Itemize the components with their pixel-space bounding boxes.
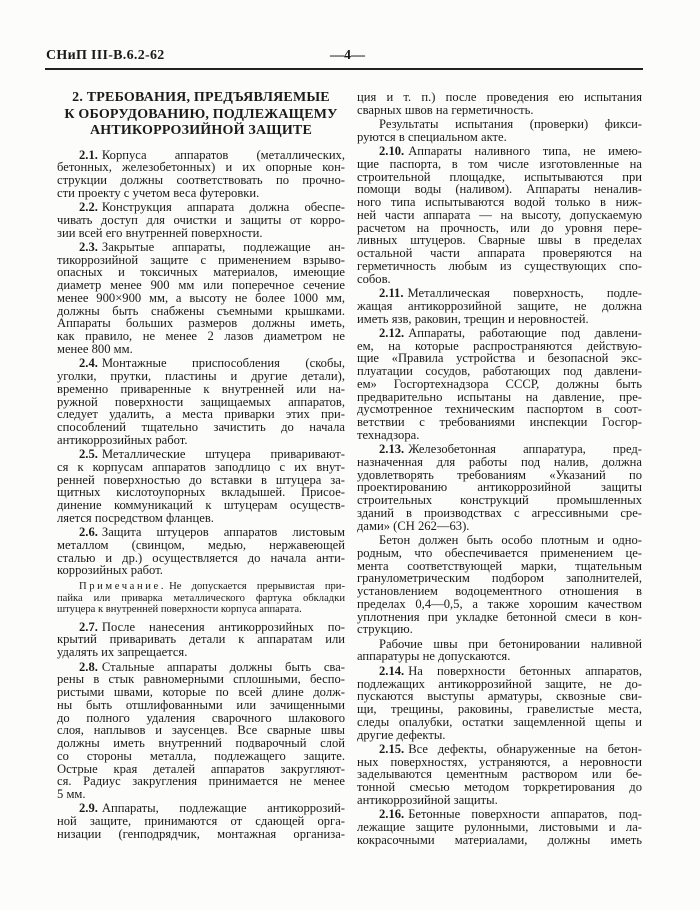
line-text: должны иметь внутренний подварочный слой: [57, 736, 345, 751]
line-text: ружной поверхности защищаемых аппаратов,: [57, 394, 345, 409]
clause-number: 2.13.: [379, 442, 405, 457]
text-line: [57, 828, 345, 841]
text-line: [357, 260, 642, 273]
heading-line: К ОБОРУДОВАНИЮ, ПОДЛЕЖАЩЕМУ: [64, 106, 338, 122]
paragraph: [357, 118, 642, 144]
clause-number: 2.1.: [79, 147, 98, 162]
text-line: [357, 650, 642, 663]
line-text: пускаются выступы арматуры, сквозные сви-: [357, 689, 642, 704]
line-text: плуатации сосудов, работающих под давлени-: [357, 364, 642, 379]
line-text: диаметр менее 900 мм или поперечное сечение: [57, 278, 345, 293]
line-text: Монтажные приспособления (скобы,: [101, 356, 345, 371]
line-text: низации (генподрядчик, монтажная организа-: [57, 826, 345, 841]
line-text: технадзора.: [357, 427, 420, 442]
clause-number: 2.3.: [79, 239, 98, 254]
text-line: [57, 434, 345, 447]
line-text: менее 900×900 мм, а высоту не более 1000 мм,: [57, 290, 345, 305]
right-paragraphs: [357, 91, 642, 846]
line-text: струкцию.: [357, 622, 413, 637]
line-text: остальной части аппарата проверяются на: [357, 246, 642, 261]
line-text: Рабочие швы при бетонировании наливной: [379, 636, 642, 651]
clause-number: 2.16.: [379, 807, 405, 822]
text-line: [57, 788, 345, 801]
line-text: ем» Госгортехнадзора СССР, должны быть: [357, 376, 642, 391]
line-text: иметь язв, раковин, трещин и неровностей.: [357, 311, 589, 326]
line-text: ных поверхностях, устраняются, а неровности: [357, 754, 642, 769]
line-text: заделываются цементным раствором или бе-: [357, 767, 642, 782]
line-text: герметичность любым из существующих спо-: [357, 258, 642, 273]
line-text: как правило, не менее 2 лазов диаметром не: [57, 329, 345, 344]
note: [57, 581, 345, 616]
clause-number: 2.2.: [79, 200, 98, 215]
line-text: зии всей его внутренней поверхности.: [57, 225, 263, 240]
line-text: ем, на которые распространяются действую-: [357, 338, 642, 353]
line-text: строительной площадке, испытываются при: [357, 169, 642, 184]
clause-number: 2.11.: [379, 286, 404, 301]
line-text: уголки, прутки, пластины и другие детали),: [57, 369, 345, 384]
line-text: следует удалить, а места приварки этих при-: [57, 407, 345, 422]
line-text: рены в стык равномерными сплошными, беспо-: [57, 672, 345, 687]
text-line: [357, 794, 642, 807]
left-column: [57, 90, 345, 842]
line-text: Все дефекты, обнаруженные на бетон-: [408, 741, 642, 756]
line-text: аппаратуры не допускаются.: [357, 649, 511, 664]
line-text: удалять их запрещается.: [57, 645, 188, 660]
line-text: гранулометрическим подбором заполнителей,: [357, 571, 642, 586]
line-text: временно приваренные к внутренней или на-: [57, 381, 345, 396]
paragraph: [357, 665, 642, 742]
clause-number: 2.7.: [79, 619, 98, 634]
clause-number: 2.12.: [379, 325, 405, 340]
line-text: Конструкция аппарата должна обеспе-: [101, 200, 345, 215]
line-text: бетонных, железобетонных) и их опорные кон-: [57, 160, 345, 175]
line-text: способлений тщательно зачистить до начала: [57, 420, 345, 435]
line-text: родным, что обеспечивается применением це-: [357, 545, 642, 560]
paragraph: [57, 241, 345, 356]
line-text: менее 800 мм.: [57, 341, 133, 356]
line-text: Металлические штуцера приваривают-: [101, 447, 345, 462]
text-line: [57, 775, 345, 788]
line-text: динение коммуникаций к штуцерам осуществ-: [57, 498, 345, 513]
line-text: опасных и токсичных материалов, имеющие: [57, 265, 345, 280]
line-text: ливных штуцеров. Сварные швы в пределах: [357, 233, 642, 248]
line-text: Бетонные поверхности аппаратов, под-: [408, 807, 642, 822]
line-text: до полного удаления сварочного шлакового: [57, 710, 345, 725]
line-text: собов.: [357, 271, 391, 286]
clause-number: 2.4.: [79, 356, 98, 371]
line-text: со стороны металла, подлежащего защите.: [57, 748, 345, 763]
line-text: Острые края деталей аппаратов закругляют-: [57, 761, 345, 776]
line-text: ристыми швами, которые по всей длине долж-: [57, 685, 345, 700]
line-text: расчетом на прочность, или до уровня пере-: [357, 220, 642, 235]
line-text: пайка или приварка металлического фартука обкладки: [57, 592, 345, 604]
line-text: крытий приваривать детали к аппаратам или: [57, 632, 345, 647]
clause-number: 2.8.: [79, 659, 98, 674]
line-text: Железобетонная аппаратура, пред-: [408, 442, 642, 457]
clause-number: 2.14.: [379, 663, 405, 678]
document-code: СНиП III-В.6.2-62: [46, 48, 165, 63]
line-text: слоя, наплывов и заусенцев. Все сварные швы: [57, 723, 345, 738]
line-text: должны быть снабжены съемными крышками.: [57, 303, 345, 318]
line-text: ляется посредством фланцев.: [57, 510, 214, 525]
line-text: Защита штуцеров аппаратов листовым: [101, 525, 345, 540]
line-text: сти проекту с учетом веса футеровки.: [57, 185, 260, 200]
paragraph: [357, 743, 642, 807]
paragraph: [57, 149, 345, 200]
line-text: Закрытые аппараты, подлежащие ан-: [101, 239, 345, 254]
line-text: струкции должны соответствовать по прочно-: [57, 173, 345, 187]
text-line: [357, 729, 642, 742]
paragraph: [357, 145, 642, 285]
line-text: установлением водоцементного отношения в: [357, 584, 642, 599]
line-text: ней части аппарата — на высоту, допускаемую: [357, 207, 642, 222]
text-line: [357, 313, 642, 326]
text-line: [57, 564, 345, 577]
line-text: удовлетворять требованиям «Указаний по: [357, 467, 642, 482]
line-text: штуцера к внутренней поверхности корпуса аппарата.: [57, 604, 302, 616]
text-line: [57, 227, 345, 240]
line-text: ветствии с требованиями инспекции Госгор-: [357, 415, 642, 430]
header-rule: [45, 68, 643, 70]
text-line: [357, 131, 642, 144]
line-text: дами» (СН 262—63).: [357, 518, 470, 533]
paragraph: [57, 802, 345, 840]
text-line: [57, 343, 345, 356]
line-text: Результаты испытания (проверки) фикси-: [379, 117, 642, 132]
paragraph: [357, 91, 642, 117]
paragraph: [57, 448, 345, 525]
line-text: После нанесения антикоррозийных по-: [101, 619, 345, 634]
line-text: предварительно испытаны на давление, пре-: [357, 389, 642, 404]
line-text: уплотнения при укладке бетонной смеси в кон-: [357, 609, 642, 624]
line-text: проектированию антикоррозийной защиты: [357, 480, 642, 495]
text-line: [357, 520, 642, 533]
left-paragraphs: [57, 149, 345, 841]
line-text: мента соответствующей марки, тщательным: [357, 558, 642, 573]
paragraph: [357, 327, 642, 442]
line-text: Аппараты, подлежащие антикоррозий-: [101, 801, 345, 816]
line-text: Стальные аппараты должны быть сва-: [101, 659, 345, 674]
line-text: помощи воды (наливом). Аппараты неналив-: [357, 182, 642, 197]
line-text: ся к корпусам аппаратов заподлицо с их внут-: [57, 459, 345, 474]
line-text: дусмотренное техническим паспортом в соот-: [357, 402, 642, 417]
text-line: [57, 187, 345, 200]
line-text: назначенная для работы под налив, должна: [357, 454, 642, 469]
line-text: строительных конструкций промышленных: [357, 493, 642, 508]
line-text: Аппараты больших размеров должны иметь,: [57, 316, 345, 331]
line-text: щие «Правила устройства и безопасной экс-: [357, 351, 642, 366]
paragraph: [357, 443, 642, 532]
line-text: антикоррозийной защиты.: [357, 792, 498, 807]
paragraph: [57, 661, 345, 801]
paragraph: [357, 287, 642, 325]
clause-number: 2.6.: [79, 525, 98, 540]
line-text: ся. Радиус закругления принимается не менее: [57, 774, 345, 789]
line-text: тикоррозийной защите с применением взрыво-: [57, 252, 345, 267]
text-line: [357, 429, 642, 442]
line-text: ция и т. п.) после проведения ею испытания: [357, 90, 642, 104]
clause-number: 2.9.: [79, 801, 98, 816]
right-column: [357, 91, 642, 848]
text-line: [357, 273, 642, 286]
line-text: сталью и др.) осуществляется до начала анти-: [57, 550, 345, 565]
line-text: антикоррозийных работ.: [57, 432, 188, 447]
text-line: [57, 581, 345, 593]
line-text: ного типа испытываются водой только в ниж-: [357, 195, 642, 210]
clause-number: 2.5.: [79, 447, 98, 462]
line-text: зданий в производствах с агрессивными сре-: [357, 505, 642, 520]
line-text: подлежащих антикоррозийной защите, не до-: [357, 676, 642, 691]
text-line: [357, 623, 642, 636]
line-text: следы опалубки, остатки защемленной щепы и: [357, 714, 642, 729]
text-line: [57, 512, 345, 525]
clause-number: 2.10.: [379, 144, 405, 159]
line-text: кокрасочными материалами, должны иметь: [357, 832, 642, 847]
line-text: ны быть отшлифованными или зачищенными: [57, 697, 345, 712]
paragraph: [357, 638, 642, 664]
line-text: другие дефекты.: [357, 727, 446, 742]
paragraph: [57, 357, 345, 446]
line-text: Аппараты, работающие под давлени-: [408, 325, 642, 340]
line-text: Металлическая поверхность, подле-: [407, 286, 642, 301]
line-text: На поверхности бетонных аппаратов,: [408, 663, 642, 678]
text-line: [57, 593, 345, 605]
line-text: Не допускается прерывистая при-: [169, 581, 345, 593]
heading-line: 2. ТРЕБОВАНИЯ, ПРЕДЪЯВЛЯЕМЫЕ: [72, 90, 330, 105]
note-label: Примечание.: [79, 581, 167, 593]
text-line: [57, 604, 345, 616]
line-text: ренней поверхностью до вставки в штуцера за-: [57, 472, 345, 487]
line-text: 5 мм.: [57, 787, 86, 802]
paragraph: [57, 526, 345, 577]
heading-line: АНТИКОРРОЗИЙНОЙ ЗАЩИТЕ: [89, 123, 312, 138]
line-text: тонной смесью методом торкретирования до: [357, 780, 642, 795]
clause-number: 2.15.: [379, 741, 405, 756]
line-text: Аппараты наливного типа, не имею-: [408, 144, 642, 159]
line-text: щие паспорта, в том числе изготовленные на: [357, 156, 642, 171]
paragraph: [357, 808, 642, 846]
line-text: Бетон должен быть особо плотным и одно-: [379, 533, 642, 548]
line-text: коррозийных работ.: [57, 563, 163, 578]
line-text: щитных кислотоупорных вкладышей. Присое-: [57, 485, 345, 500]
line-text: руются в специальном акте.: [357, 129, 507, 144]
paragraph: [357, 534, 642, 636]
text-line: [57, 646, 345, 659]
line-text: металлом (свинцом, медью, нержавеющей: [57, 537, 345, 552]
page-number: —4—: [330, 48, 365, 63]
line-text: ной защите, принимаются от сдающей орга-: [57, 814, 345, 829]
line-text: чивать доступ для очистки и защиты от корро-: [57, 212, 345, 227]
text-line: [357, 104, 642, 117]
line-text: Корпуса аппаратов (металлических,: [101, 147, 345, 162]
line-text: пределах 0,4—0,5, а также хорошим качеством: [357, 596, 642, 611]
text-line: [357, 834, 642, 847]
paragraph: [57, 621, 345, 659]
paragraph: [57, 201, 345, 239]
line-text: сварных швов на герметичность.: [357, 102, 534, 117]
line-text: щи, трещины, раковины, гравелистые места,: [357, 702, 642, 716]
line-text: лежащие защите рулонными, листовыми и ла-: [357, 819, 642, 834]
line-text: жащая антикоррозийной защите, не должна: [357, 298, 642, 313]
section-heading: [57, 90, 345, 140]
